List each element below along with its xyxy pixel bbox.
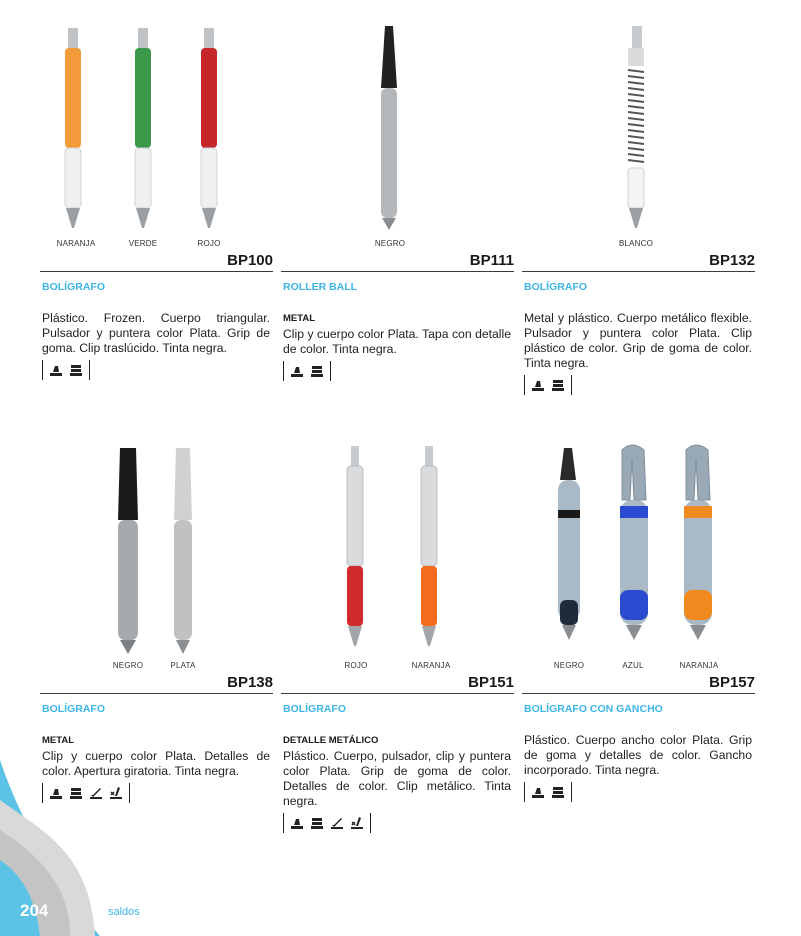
print-pad-icon	[290, 816, 304, 830]
divider	[40, 693, 273, 694]
laser-icon	[69, 363, 83, 377]
color-label: NARANJA	[679, 661, 719, 670]
separator	[524, 375, 525, 395]
technique-icons	[283, 361, 511, 381]
print-pad-icon	[531, 785, 545, 799]
print-pad-icon	[290, 364, 304, 378]
separator	[524, 782, 525, 802]
section-label: saldos	[108, 906, 140, 918]
separator	[129, 783, 130, 803]
product-description-block	[42, 733, 270, 803]
color-label: ROJO	[344, 661, 368, 670]
separator	[283, 361, 284, 381]
product-description-block	[524, 733, 752, 802]
technique-icons	[42, 783, 270, 803]
color-label: NEGRO	[112, 661, 144, 670]
color-label: NEGRO	[553, 661, 585, 670]
color-label: NARANJA	[411, 661, 451, 670]
product-category: BOLÍGRAFO	[42, 703, 105, 715]
product-description: Plástico. Frozen. Cuerpo triangular. Pulsador y puntera color Plata. Grip de goma. Clip traslúcido. Tinta negra.	[42, 311, 270, 355]
engrave-icon	[330, 816, 344, 830]
separator	[571, 375, 572, 395]
product-code: BP132	[709, 252, 755, 269]
separator	[42, 360, 43, 380]
product-category: BOLÍGRAFO	[283, 703, 346, 715]
product-description-block	[283, 733, 511, 833]
product-code: BP157	[709, 674, 755, 691]
divider	[281, 271, 514, 272]
product-subcategory: METAL	[283, 313, 316, 324]
product-category: ROLLER BALL	[283, 281, 358, 293]
separator	[370, 813, 371, 833]
product-description: Plástico. Cuerpo, pulsador, clip y puntera color Plata. Grip de goma de color. Detalles de color. Clip metálico. Tinta negra.	[283, 749, 511, 808]
product-description: Plástico. Cuerpo ancho color Plata. Grip de goma y detalles de color. Gancho incorporado. Tinta negra.	[524, 733, 752, 777]
color-label: PLATA	[170, 661, 196, 670]
laser-icon	[310, 364, 324, 378]
separator	[42, 783, 43, 803]
product-image	[281, 18, 514, 258]
print-pad-icon	[49, 786, 63, 800]
technique-icons	[524, 375, 752, 395]
product-description: Clip y cuerpo color Plata. Tapa con detalle de color. Tinta negra.	[283, 327, 511, 356]
laser-icon	[551, 785, 565, 799]
color-label: NEGRO	[374, 239, 406, 248]
product-code: BP138	[227, 674, 273, 691]
divider	[522, 693, 755, 694]
engrave-special-icon	[350, 816, 364, 830]
technique-icons	[524, 782, 752, 802]
laser-icon	[69, 786, 83, 800]
product-image	[40, 440, 273, 680]
product-image	[522, 440, 755, 680]
product-description-block	[283, 311, 511, 381]
product-image	[522, 18, 755, 258]
product-description: Clip y cuerpo color Plata. Detalles de color. Apertura giratoria. Tinta negra.	[42, 749, 270, 778]
color-label: ROJO	[197, 239, 221, 248]
print-pad-icon	[531, 378, 545, 392]
product-subcategory: METAL	[42, 735, 75, 746]
product-image	[281, 440, 514, 680]
product-description-block	[524, 311, 752, 395]
engrave-icon	[89, 786, 103, 800]
color-label: NARANJA	[56, 239, 96, 248]
page-number: 204	[20, 901, 49, 920]
separator	[330, 361, 331, 381]
product-category: BOLÍGRAFO	[524, 281, 587, 293]
color-label: VERDE	[128, 239, 158, 248]
product-description: Metal y plástico. Cuerpo metálico flexible. Pulsador y puntera color Plata. Clip plástico de color. Grip de goma de color. Tinta negra.	[524, 311, 752, 370]
color-label: BLANCO	[618, 239, 654, 248]
product-category: BOLÍGRAFO CON GANCHO	[524, 703, 663, 715]
separator	[571, 782, 572, 802]
laser-icon	[551, 378, 565, 392]
divider	[522, 271, 755, 272]
print-pad-icon	[49, 363, 63, 377]
product-image	[40, 18, 273, 258]
technique-icons	[283, 813, 511, 833]
separator	[89, 360, 90, 380]
engrave-special-icon	[109, 786, 123, 800]
separator	[283, 813, 284, 833]
laser-icon	[310, 816, 324, 830]
divider	[281, 693, 514, 694]
technique-icons	[42, 360, 270, 380]
product-code: BP100	[227, 252, 273, 269]
product-code: BP151	[468, 674, 514, 691]
divider	[40, 271, 273, 272]
product-description-block	[42, 311, 270, 380]
product-subcategory: DETALLE METÁLICO	[283, 735, 379, 746]
product-category: BOLÍGRAFO	[42, 281, 105, 293]
product-code: BP111	[469, 252, 514, 269]
color-label: AZUL	[622, 661, 644, 670]
